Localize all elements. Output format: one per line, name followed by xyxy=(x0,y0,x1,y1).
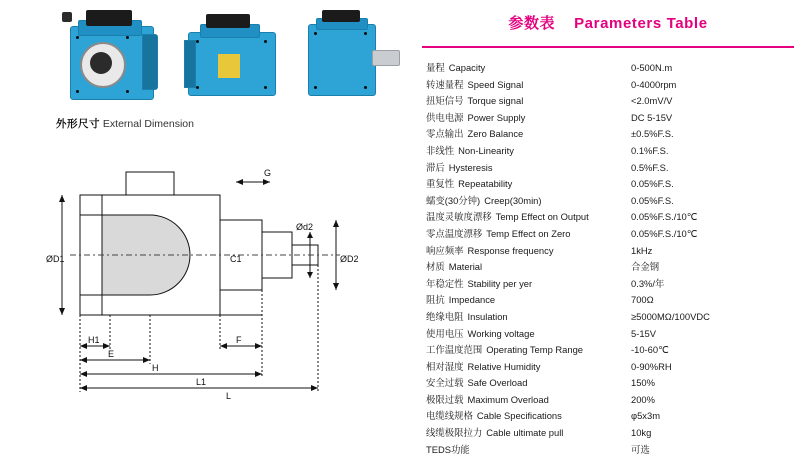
parameter-value: 0.5%F.S. xyxy=(631,161,669,173)
table-row xyxy=(426,326,792,343)
parameters-panel xyxy=(412,0,800,455)
table-row xyxy=(426,226,792,243)
table-row xyxy=(426,292,792,309)
parameter-name xyxy=(426,425,631,442)
parameter-name-en: Cable Specifications xyxy=(476,410,562,422)
parameter-name-en: Torque signal xyxy=(467,95,524,107)
parameter-value: 0-4000rpm xyxy=(631,78,677,90)
parameter-name-cn: 年稳定性 xyxy=(426,277,464,289)
parameter-value: 合金钢 xyxy=(631,261,660,273)
parameter-name-en: Maximum Overload xyxy=(467,393,549,405)
parameter-name-cn: TEDS功能 xyxy=(426,443,470,455)
parameter-name xyxy=(426,110,631,127)
parameter-name-cn: 供电电源 xyxy=(426,111,464,123)
parameter-value: 0.05%F.S./10℃ xyxy=(631,227,698,239)
drawing-label-h: H xyxy=(152,363,159,373)
parameter-value: 10kg xyxy=(631,427,652,439)
parameter-name xyxy=(426,209,631,226)
parameter-name xyxy=(426,359,631,376)
product-illustration-panel xyxy=(0,0,412,403)
parameter-name xyxy=(426,309,631,326)
parameter-name-cn: 零点输出 xyxy=(426,128,464,140)
table-row xyxy=(426,93,792,110)
parameter-name-cn: 滞后 xyxy=(426,161,445,173)
parameter-name xyxy=(426,259,631,276)
drawing-label-c1: C1 xyxy=(230,254,242,264)
parameter-name-cn: 极限过载 xyxy=(426,393,464,405)
parameter-value: φ5x3m xyxy=(631,410,661,422)
parameter-value: 700Ω xyxy=(631,294,654,306)
external-dimension-caption xyxy=(56,116,194,131)
parameter-value: DC 5-15V xyxy=(631,111,673,123)
drawing-label-l1: L1 xyxy=(196,377,207,387)
parameter-name xyxy=(426,60,631,77)
drawing-label-h1: H1 xyxy=(88,335,100,345)
parameter-value: 0-90%RH xyxy=(631,360,672,372)
parameter-name xyxy=(426,408,631,425)
parameter-name xyxy=(426,276,631,293)
external-dimension-caption-cn: 外形尺寸 xyxy=(56,118,100,130)
parameter-name-en: Operating Temp Range xyxy=(486,344,584,356)
parameter-name-cn: 使用电压 xyxy=(426,327,464,339)
table-row xyxy=(426,359,792,376)
drawing-label-g: G xyxy=(264,168,272,178)
parameters-title-underline xyxy=(422,46,794,48)
external-dimension-drawing xyxy=(40,150,390,401)
parameter-name-en: Stability per yer xyxy=(467,277,533,289)
parameter-value: 0.05%F.S./10℃ xyxy=(631,211,698,223)
external-dimension-caption-en: External Dimension xyxy=(102,118,194,130)
parameter-name-cn: 扭矩信号 xyxy=(426,95,464,107)
table-row xyxy=(426,243,792,260)
parameter-name-cn: 非线性 xyxy=(426,144,455,156)
torque-sensor-photo-side xyxy=(178,6,290,106)
parameters-title xyxy=(422,14,794,34)
parameter-name-cn: 阻抗 xyxy=(426,294,445,306)
parameter-name xyxy=(426,176,631,193)
parameter-name xyxy=(426,143,631,160)
parameter-name xyxy=(426,226,631,243)
parameter-name-cn: 工作温度范围 xyxy=(426,344,483,356)
table-row xyxy=(426,375,792,392)
table-row xyxy=(426,259,792,276)
parameter-name-cn: 相对湿度 xyxy=(426,360,464,372)
parameter-name-cn: 绝缘电阻 xyxy=(426,310,464,322)
parameter-name-cn: 安全过载 xyxy=(426,377,464,389)
parameter-name xyxy=(426,126,631,143)
parameter-name-cn: 温度灵敏度漂移 xyxy=(426,211,492,223)
parameter-value: 0.05%F.S. xyxy=(631,194,674,206)
table-row xyxy=(426,425,792,442)
drawing-label-d2-outer: ØD2 xyxy=(340,254,359,264)
parameter-name-cn: 材质 xyxy=(426,261,445,273)
parameter-name-en: Hysteresis xyxy=(448,161,493,173)
parameter-name xyxy=(426,292,631,309)
parameter-value: 0-500N.m xyxy=(631,62,673,73)
product-photo-row xyxy=(56,6,406,106)
table-row xyxy=(426,342,792,359)
parameter-name-en: Power Supply xyxy=(467,111,526,123)
parameter-name-en: Response frequency xyxy=(467,244,554,256)
parameter-name-en: Cable ultimate pull xyxy=(486,427,564,439)
parameter-name-en: Creep(30min) xyxy=(484,194,542,206)
table-row xyxy=(426,193,792,210)
parameter-name-en: Temp Effect on Output xyxy=(495,211,589,223)
parameter-name xyxy=(426,160,631,177)
parameter-name-en: Temp Effect on Zero xyxy=(486,227,571,239)
parameter-value: 可选 xyxy=(631,443,650,455)
parameter-name-en: Material xyxy=(448,261,483,273)
parameter-name xyxy=(426,392,631,409)
table-row xyxy=(426,77,792,94)
parameter-value: 1kHz xyxy=(631,244,653,256)
parameter-name-cn: 蠕变(30分钟) xyxy=(426,194,481,206)
parameter-name-cn: 线缆极限拉力 xyxy=(426,427,483,439)
table-row xyxy=(426,442,792,458)
parameter-name xyxy=(426,243,631,260)
parameter-name xyxy=(426,193,631,210)
parameter-name-en: Repeatability xyxy=(458,178,513,190)
parameter-name-cn: 量程 xyxy=(426,62,445,73)
drawing-label-f: F xyxy=(236,335,242,345)
parameter-value: <2.0mV/V xyxy=(631,95,673,107)
table-row xyxy=(426,126,792,143)
drawing-label-d2: Ød2 xyxy=(296,222,314,232)
parameters-title-cn: 参数表 xyxy=(508,15,556,32)
parameter-value: 0.3%/年 xyxy=(631,277,665,289)
drawing-label-d1: ØD1 xyxy=(46,254,65,264)
parameter-name-en: Insulation xyxy=(467,310,508,322)
parameter-name xyxy=(426,77,631,94)
parameter-name xyxy=(426,93,631,110)
table-row xyxy=(426,209,792,226)
parameter-name-en: Relative Humidity xyxy=(467,360,541,372)
parameter-name-cn: 电缆线规格 xyxy=(426,410,473,422)
parameter-value: 200% xyxy=(631,393,655,405)
parameter-name-cn: 零点温度漂移 xyxy=(426,227,483,239)
table-row xyxy=(426,276,792,293)
parameter-name-en: Safe Overload xyxy=(467,377,528,389)
table-row xyxy=(426,392,792,409)
parameter-name xyxy=(426,342,631,359)
drawing-label-l: L xyxy=(226,391,232,401)
table-row xyxy=(426,60,792,77)
table-row xyxy=(426,110,792,127)
parameter-value: 0.1%F.S. xyxy=(631,144,669,156)
table-row xyxy=(426,143,792,160)
parameter-name-cn: 响应频率 xyxy=(426,244,464,256)
parameter-name-en: Impedance xyxy=(448,294,496,306)
table-row xyxy=(426,408,792,425)
parameter-name xyxy=(426,326,631,343)
parameter-name-cn: 转速量程 xyxy=(426,78,464,90)
parameter-name-en: Zero Balance xyxy=(467,128,524,140)
parameters-title-en: Parameters Table xyxy=(574,15,708,32)
table-row xyxy=(426,309,792,326)
parameter-value: ±0.5%F.S. xyxy=(631,128,674,140)
parameter-name-en: Speed Signal xyxy=(467,78,524,90)
torque-sensor-photo-shaft-end xyxy=(300,6,406,106)
drawing-label-e: E xyxy=(108,349,115,359)
parameter-name-cn: 重复性 xyxy=(426,178,455,190)
parameter-value: 150% xyxy=(631,377,655,389)
parameter-name-en: Working voltage xyxy=(467,327,535,339)
table-row xyxy=(426,176,792,193)
parameter-name-en: Non-Linearity xyxy=(458,144,514,156)
parameter-value: ≥5000MΩ/100VDC xyxy=(631,310,710,322)
parameter-value: 0.05%F.S. xyxy=(631,178,674,190)
parameter-value: -10-60℃ xyxy=(631,344,669,356)
torque-sensor-photo-front-angle xyxy=(56,6,168,106)
parameters-table xyxy=(426,60,792,458)
table-row xyxy=(426,160,792,177)
parameter-value: 5-15V xyxy=(631,327,657,339)
parameter-name-en: Capacity xyxy=(448,62,486,73)
parameter-name xyxy=(426,442,631,458)
parameter-name xyxy=(426,375,631,392)
